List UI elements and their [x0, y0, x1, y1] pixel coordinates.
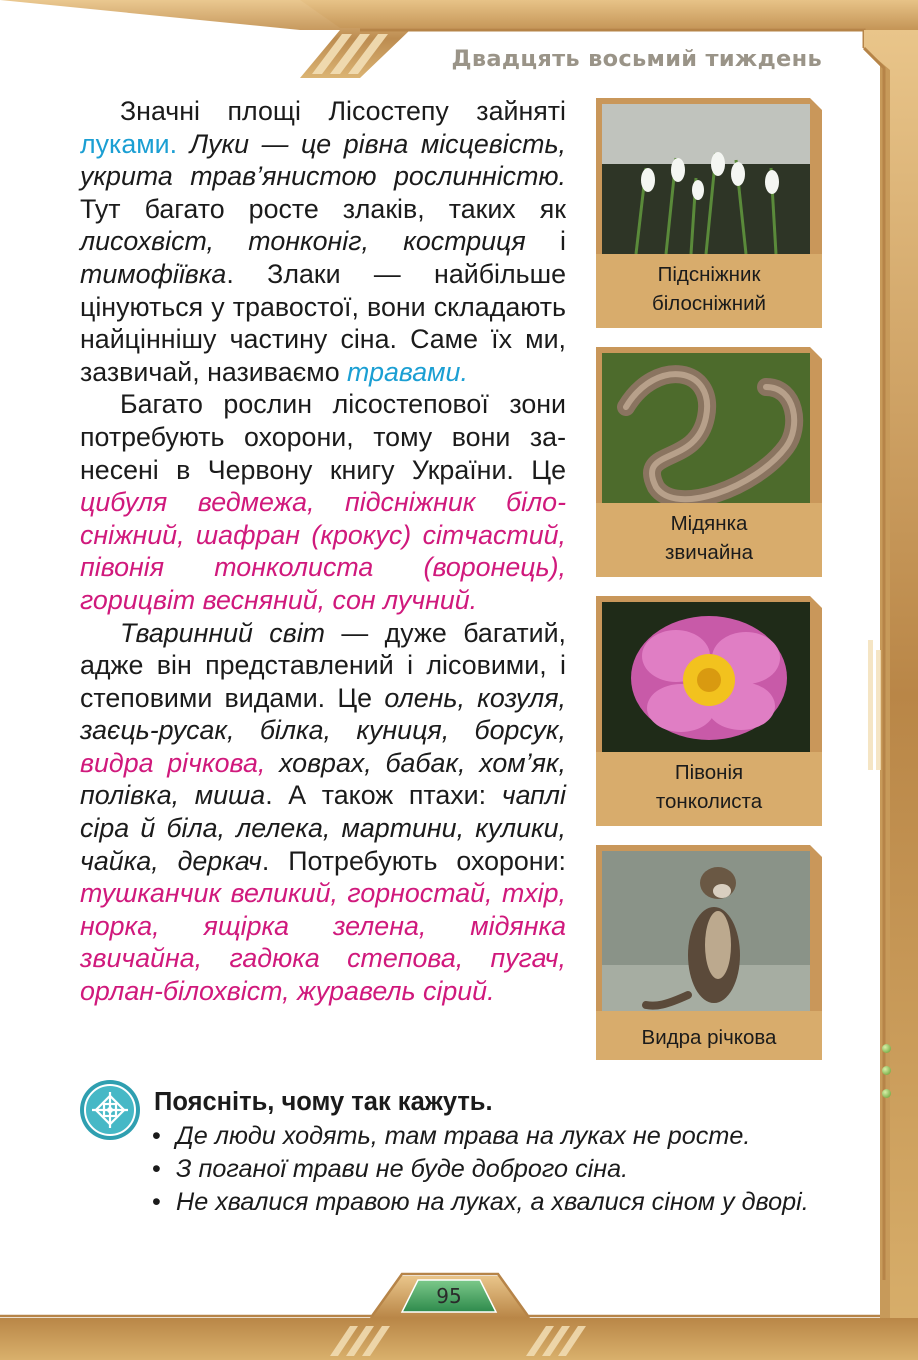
card-otter [596, 845, 822, 1060]
exercise-heading: Поясніть, чому так кажуть. [154, 1088, 493, 1116]
card-caption-line2: звичайна [665, 541, 753, 564]
card-caption-line1: Видра річкова [641, 1026, 777, 1049]
decor-dot [882, 1089, 891, 1098]
text-run: Тваринний світ [120, 617, 325, 648]
card-caption-line1: Півонія [674, 761, 744, 784]
text-run: і [525, 226, 566, 257]
text-run: Багато рослин лісостепової зони потребують охорони, тому вони занесені в Червону книгу України. Це [80, 389, 566, 485]
body-paragraph [80, 617, 566, 1008]
text-run: лисохвіст, тонконіг, костриця [80, 226, 526, 257]
card-caption-line1: Мідянка [670, 512, 748, 535]
text-run: ховрах, бабак, хом’як, полівка, миша [80, 747, 566, 811]
text-run: чаплі сіра й біла, лелека, мартини, кулики, чайка, деркач [80, 780, 566, 876]
proverb-item: • Не хвалися травою на луках, а хвалися сіном у дворі. [152, 1186, 822, 1219]
text-run: . Потребують охорони: [261, 845, 566, 876]
text-run: Луки — це рівна місцевість, укрита трав’янистою рослинністю. [80, 128, 567, 192]
text-run: — дуже багатий, адже він представлений і лісовими, і степовими видами. Це [80, 617, 566, 713]
main-text [80, 95, 566, 1008]
proverb-item: • З поганої трави не буде доброго сіна. [152, 1153, 822, 1186]
decor-dot [882, 1044, 891, 1053]
highlighted-term: луками. [80, 128, 178, 159]
card-caption-line1: Підсніжник [657, 263, 761, 286]
text-run [177, 129, 190, 159]
text-run: тимофіївка [80, 258, 227, 289]
body-paragraph [80, 388, 566, 616]
card-peony [596, 596, 822, 826]
text-run [265, 748, 279, 778]
highlighted-term: видра річкова, [80, 747, 266, 778]
ornament-badge-icon [78, 1078, 142, 1142]
card-snowdrop [596, 98, 822, 328]
card-caption-line2: тонколиста [655, 790, 763, 813]
running-header: Двадцять восьмий тиждень [451, 46, 822, 72]
text-run: . А також птахи: [265, 780, 502, 811]
proverb-list [152, 1120, 822, 1219]
text-run: Тут багато росте злаків, таких як [80, 193, 566, 224]
body-paragraph [80, 95, 566, 388]
highlighted-term: цибуля ведмежа, підсніжник білосніжний, шафран (крокус) сітчастий, півонія тонколиста (воронець), горицвіт весняний, сон лучний. [80, 487, 566, 615]
card-caption-line2: білосніжний [652, 292, 766, 315]
highlighted-term: травами. [347, 356, 468, 387]
decor-dot [882, 1066, 891, 1075]
text-run: . Злаки — найбільше цінуються у травостої, вони складають найціннішу частину сіна. Саме їх ми, зазвичай, називаємо [80, 258, 566, 387]
page-number: 95 [436, 1284, 462, 1308]
text-run: олень, козуля, заєць-русак, білка, куниця, борсук, [80, 682, 566, 746]
text-run: Значні площі Лісостепу зайняті [120, 96, 566, 126]
card-snake [596, 347, 822, 577]
proverb-item: • Де люди ходять, там трава на луках не росте. [152, 1120, 822, 1153]
highlighted-term: тушканчик великий, горностай, тхір, норка, ящірка зелена, мідянка звичайна, гадюка степова, пугач, орлан-білохвіст, журавель сірий. [80, 878, 566, 1007]
